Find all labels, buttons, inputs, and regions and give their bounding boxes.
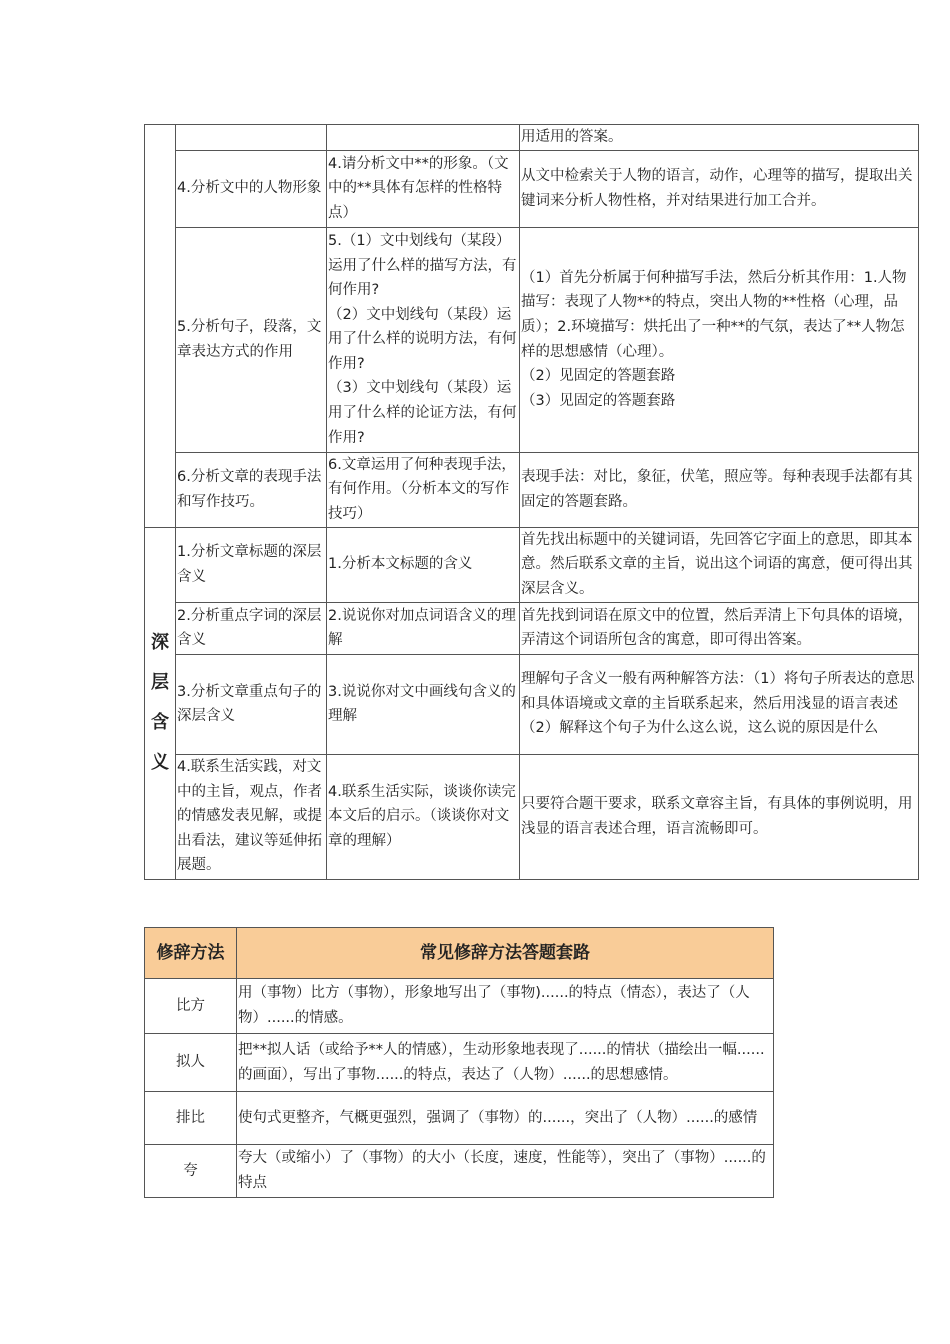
skill-cell: 6.分析文章的表现手法和写作技巧。: [176, 452, 327, 527]
table-row: [145, 1092, 774, 1145]
category-char: 含: [151, 712, 169, 734]
table-row: [145, 150, 919, 227]
method-cell: 从文中检索关于人物的语言，动作，心理等的描写，提取出关键词来分析人物性格，并对结果进行加工合并。: [520, 150, 919, 227]
table-row: [145, 452, 919, 527]
question-cell: 4.联系生活实际，谈谈你读完本文后的启示。（谈谈你对文章的理解）: [327, 754, 520, 879]
rhetoric-desc: 使句式更整齐，气概更强烈，强调了（事物）的......，突出了（人物）......的感情: [237, 1092, 774, 1145]
table-row: [145, 1034, 774, 1092]
rhetoric-name: 排比: [145, 1092, 237, 1145]
table-header-row: [145, 928, 774, 979]
table-row: [145, 227, 919, 452]
table-row: [145, 602, 919, 654]
method-cell: 首先找到词语在原文中的位置，然后弄清上下句具体的语境，弄清这个词语所包含的寓意，即可得出答案。: [520, 602, 919, 654]
method-cell: 用适用的答案。: [520, 125, 919, 151]
header-routine: 常见修辞方法答题套路: [237, 928, 774, 979]
rhetoric-desc: 把**拟人话（或给予**人的情感），生动形象地表现了......的情状（描绘出一幅......的画面），写出了事物......的特点，表达了（人物）......的思想感情。: [237, 1034, 774, 1092]
question-cell: 5.（1）文中划线句（某段）运用了什么样的描写方法，有何作用? （2）文中划线句（某段）运用了什么样的说明方法，有何作用? （3）文中划线句（某段）运用了什么样的论证方法，有何作用?: [327, 227, 520, 452]
category-deep-meaning: [145, 527, 176, 879]
rhetoric-table: [144, 927, 774, 1198]
table-row: [145, 1145, 774, 1198]
question-cell: [327, 125, 520, 151]
header-method: 修辞方法: [145, 928, 237, 979]
category-char: 深: [151, 632, 169, 654]
question-cell: 1.分析本文标题的含义: [327, 527, 520, 602]
reading-analysis-table: [144, 124, 919, 880]
skill-cell: 1.分析文章标题的深层含义: [176, 527, 327, 602]
rhetoric-name: 夸: [145, 1145, 237, 1198]
table-row: [145, 654, 919, 754]
table-row: [145, 125, 919, 151]
method-cell: 只要符合题干要求，联系文章容主旨，有具体的事例说明，用浅显的语言表述合理，语言流畅即可。: [520, 754, 919, 879]
rhetoric-desc: 用（事物）比方（事物），形象地写出了（事物)......的特点（情态），表达了（人物）......的情感。: [237, 979, 774, 1034]
question-cell: 4.请分析文中**的形象。（文中的**具体有怎样的性格特点）: [327, 150, 520, 227]
rhetoric-desc: 夸大（或缩小）了（事物）的大小（长度，速度，性能等），突出了（事物）......的特点: [237, 1145, 774, 1198]
skill-cell: 4.联系生活实践，对文中的主旨，观点，作者的情感发表见解，或提出看法，建议等延伸拓展题。: [176, 754, 327, 879]
question-cell: 6.文章运用了何种表现手法，有何作用。（分析本文的写作技巧）: [327, 452, 520, 527]
category-char: 层: [151, 672, 169, 694]
category-cell-empty: [145, 125, 176, 528]
question-cell: 3.说说你对文中画线句含义的理解: [327, 654, 520, 754]
method-cell: 表现手法：对比，象征，伏笔，照应等。每种表现手法都有其固定的答题套路。: [520, 452, 919, 527]
skill-cell: 4.分析文中的人物形象: [176, 150, 327, 227]
table-row: [145, 754, 919, 879]
skill-cell: 3.分析文章重点句子的深层含义: [176, 654, 327, 754]
table-row: [145, 979, 774, 1034]
method-cell: 首先找出标题中的关键词语，先回答它字面上的意思，即其本意。然后联系文章的主旨，说出这个词语的寓意，便可得出其深层含义。: [520, 527, 919, 602]
skill-cell: [176, 125, 327, 151]
table-row: [145, 527, 919, 602]
question-cell: 2.说说你对加点词语含义的理解: [327, 602, 520, 654]
rhetoric-name: 比方: [145, 979, 237, 1034]
skill-cell: 2.分析重点字词的深层含义: [176, 602, 327, 654]
method-cell: （1）首先分析属于何种描写手法，然后分析其作用：1.人物描写：表现了人物**的特点，突出人物的**性格（心理，品质）；2.环境描写：烘托出了一种**的气氛，表达了**人物怎样的思想感情（心理）。 （2）见固定的答题套路 （3）见固定的答题套路: [520, 227, 919, 452]
skill-cell: 5.分析句子，段落，文章表达方式的作用: [176, 227, 327, 452]
rhetoric-name: 拟人: [145, 1034, 237, 1092]
category-char: 义: [151, 752, 169, 774]
method-cell: 理解句子含义一般有两种解答方法：（1）将句子所表达的意思和具体语境或文章的主旨联系起来，然后用浅显的语言表述 （2）解释这个句子为什么这么说，这么说的原因是什么: [520, 654, 919, 754]
